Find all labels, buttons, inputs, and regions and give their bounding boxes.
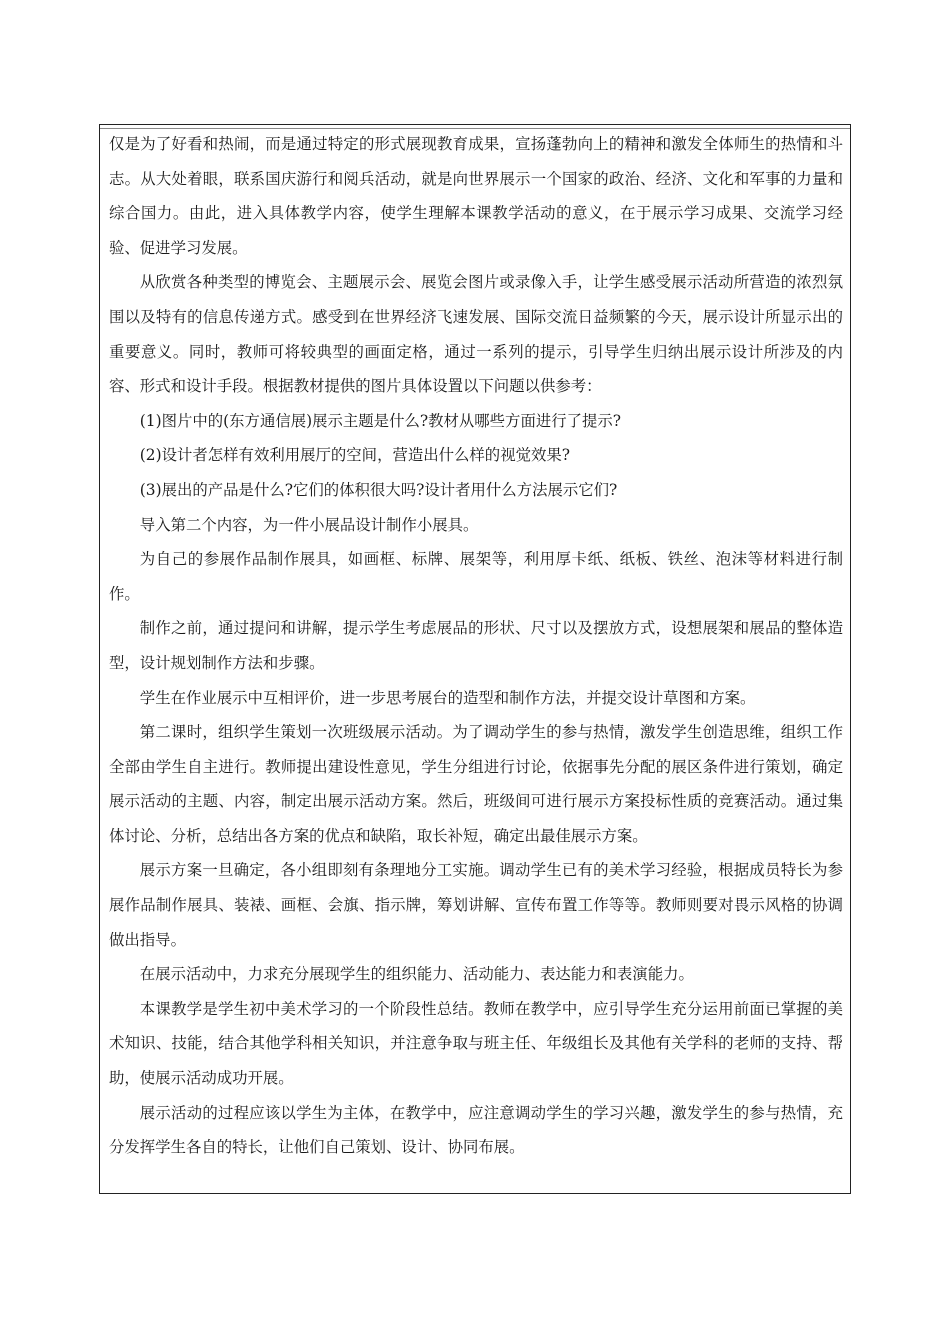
paragraph-12: 在展示活动中，力求充分展现学生的组织能力、活动能力、表达能力和表演能力。	[139, 965, 694, 984]
paragraph-2: 从欣赏各种类型的博览会、主题展示会、展览会图片或录像入手，让学生感受展示活动所营造的浓烈氛围以及特有的信息传递方式。感受到在世界经济飞速发展、国际交流日益频繁的今天，展示设计所显示出的重要意义。同时，教师可将较典型的画面定格，通过一系列的提示，引导学生归纳出展示设计所涉及的内容、形式和设计手段。根据教材提供的图片具体设置以下问题以供参考：	[109, 273, 843, 396]
paragraph-14: 展示活动的过程应该以学生为主体，在教学中，应注意调动学生的学习兴趣，激发学生的参与热情，充分发挥学生各自的特长，让他们自己策划、设计、协同布展。	[109, 1103, 843, 1157]
question-2: (2)设计者怎样有效利用展厅的空间，营造出什么样的视觉效果?	[139, 446, 571, 465]
paragraph-7: 为自己的参展作品制作展具，如画框、标牌、展架等，利用厚卡纸、纸板、铁丝、泡沫等材料进行制作。	[109, 550, 843, 603]
question-3: (3)展出的产品是什么?它们的体积很大吗?设计者用什么方法展示它们?	[139, 480, 618, 499]
paragraph-11: 展示方案一旦确定，各小组即刻有条理地分工实施。调动学生已有的美术学习经验，根据成员特长为参展作品制作展具、装裱、画框、会旗、指示牌，筹划讲解、宣传布置工作等等。教师则要对畏示风格的协调做出指导。	[109, 861, 843, 949]
paragraph-6: 导入第二个内容，为一件小展品设计制作小展具。	[139, 515, 479, 534]
paragraph-1: 仅是为了好看和热闹，而是通过特定的形式展现教育成果，宣扬蓬勃向上的精神和激发全体师生的热情和斗志。从大处着眼，联系国庆游行和阅兵活动，就是向世界展示一个国家的政治、经济、文化和军事的力量和综合国力。由此，进入具体教学内容，使学生理解本课教学活动的意义，在于展示学习成果、交流学习经验、促进学习发展。	[109, 135, 843, 257]
paragraph-13: 本课教学是学生初中美术学习的一个阶段性总结。教师在教学中，应引导学生充分运用前面已掌握的美术知识、技能，结合其他学科相关知识，并注意争取与班主任、年级组长及其他有关学科的老师的支持、帮助，使展示活动成功开展。	[109, 999, 843, 1088]
paragraph-10: 第二课时，组织学生策划一次班级展示活动。为了调动学生的参与热情，激发学生创造思维，组织工作全部由学生自主进行。教师提出建设性意见，学生分组进行讨论，依据事先分配的展区条件进行策划，确定展示活动的主题、内容，制定出展示活动方案。然后，班级间可进行展示方案投标性质的竞赛活动。通过集体讨论、分析，总结出各方案的优点和缺陷，取长补短，确定出最佳展示方案。	[109, 723, 843, 845]
paragraph-9: 学生在作业展示中互相评价，进一步思考展台的造型和制作方法，并提交设计草图和方案。	[139, 688, 756, 707]
document-frame	[99, 124, 851, 1194]
question-1: (1)图片中的(东方通信展)展示主题是什么?教材从哪些方面进行了提示?	[139, 411, 622, 430]
document-body	[109, 127, 843, 1165]
paragraph-8: 制作之前，通过提问和讲解，提示学生考虑展品的形状、尺寸以及摆放方式，设想展架和展品的整体造型，设计规划制作方法和步骤。	[109, 619, 843, 672]
